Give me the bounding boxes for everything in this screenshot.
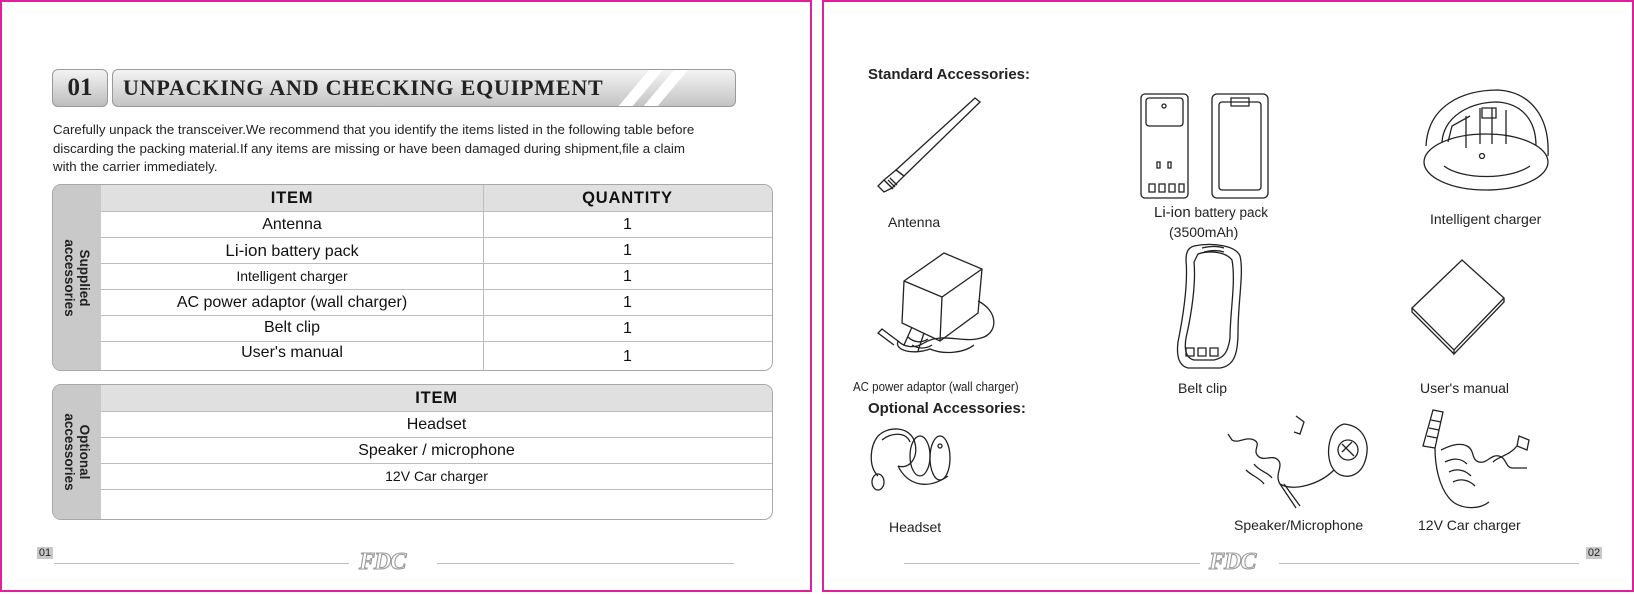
table-cell-qty: 1 — [623, 268, 632, 285]
table-cell-item: Headset — [406, 416, 467, 433]
battery-pack-illustration — [1139, 92, 1279, 200]
table-cell-item: Belt clip — [263, 319, 321, 336]
footer-rule — [437, 563, 734, 564]
table-cell-qty: 1 — [623, 348, 632, 365]
item-column-header: ITEM — [270, 189, 314, 207]
headset-caption: Headset — [889, 519, 942, 535]
table-cell-qty: 1 — [623, 320, 632, 337]
table-cell-qty: 1 — [623, 242, 632, 259]
battery-prefix: Li-ion — [1154, 204, 1191, 221]
page-number: 02 — [1587, 547, 1601, 559]
intelligent-charger-illustration — [1422, 86, 1554, 196]
quantity-column-header: QUANTITY — [582, 189, 673, 207]
ac-adaptor-caption: AC power adaptor (wall charger) — [853, 380, 1019, 394]
supplied-side-label — [62, 239, 92, 316]
antenna-illustration — [874, 96, 984, 200]
side-label-line: accessories — [62, 238, 77, 317]
footer-logo: FDC — [359, 549, 406, 575]
manual-page-right — [822, 0, 1634, 592]
table-cell-item — [101, 238, 483, 264]
car-charger-caption: 12V Car charger — [1418, 517, 1521, 533]
section-number: 01 — [52, 69, 108, 107]
battery-pack-caption — [1154, 204, 1268, 222]
table-cell-item: Speaker / microphone — [358, 442, 515, 459]
users-manual-illustration — [1408, 258, 1508, 354]
table-side-bar — [53, 385, 101, 519]
belt-clip-illustration — [1174, 242, 1246, 372]
table-cell-qty: 1 — [623, 216, 632, 233]
table-cell-item: 12V Car charger — [385, 468, 488, 484]
table-cell-qty: 1 — [623, 294, 632, 311]
row-divider — [101, 489, 772, 490]
speaker-microphone-caption: Speaker/Microphone — [1234, 517, 1364, 533]
page-number: 01 — [38, 547, 52, 559]
car-charger-illustration — [1419, 406, 1531, 514]
table-cell-item: Antenna — [262, 216, 322, 233]
manual-page-left — [0, 0, 812, 592]
footer-rule — [54, 563, 349, 564]
item-suffix: battery pack — [266, 243, 359, 260]
table-cell-item: Intelligent charger — [236, 268, 348, 284]
antenna-caption: Antenna — [888, 214, 941, 230]
headset-illustration — [868, 426, 960, 494]
battery-suffix: battery pack — [1190, 205, 1268, 220]
users-manual-caption: User's manual — [1420, 380, 1510, 396]
intelligent-charger-caption: Intelligent charger — [1430, 211, 1542, 227]
intro-line: Carefully unpack the transceiver.We recommend that you identify the items listed in the following table before — [53, 122, 695, 137]
belt-clip-caption: Belt clip — [1178, 380, 1228, 396]
speaker-microphone-illustration — [1224, 414, 1374, 514]
section-title-banner — [112, 69, 736, 107]
optional-accessories-heading: Optional Accessories: — [868, 400, 1026, 417]
intro-paragraph — [53, 121, 763, 177]
battery-capacity-caption: (3500mAh) — [1169, 224, 1239, 240]
side-label-line: Optional — [77, 424, 92, 480]
table-cell-item: AC power adaptor (wall charger) — [176, 294, 408, 311]
table-cell-item: User's manual — [241, 344, 343, 361]
side-label-line: Supplied — [77, 248, 92, 306]
footer-logo: FDC — [1209, 549, 1256, 575]
optional-accessories-table — [52, 384, 773, 520]
ac-adaptor-illustration — [874, 251, 1000, 367]
intro-line: with the carrier immediately. — [53, 159, 218, 174]
supplied-accessories-table — [52, 184, 773, 371]
intro-line: discarding the packing material.If any items are missing or have been damaged during shipment,file a claim — [53, 140, 685, 156]
optional-side-label — [62, 413, 92, 490]
section-title: UNPACKING AND CHECKING EQUIPMENT — [123, 75, 604, 100]
item-column-header: ITEM — [415, 389, 458, 407]
table-side-bar — [53, 185, 101, 370]
footer-rule — [1279, 563, 1579, 564]
item-prefix: Li-ion — [225, 241, 267, 260]
side-label-line: accessories — [62, 413, 77, 491]
standard-accessories-heading: Standard Accessories: — [868, 66, 1031, 83]
footer-rule — [904, 563, 1200, 564]
